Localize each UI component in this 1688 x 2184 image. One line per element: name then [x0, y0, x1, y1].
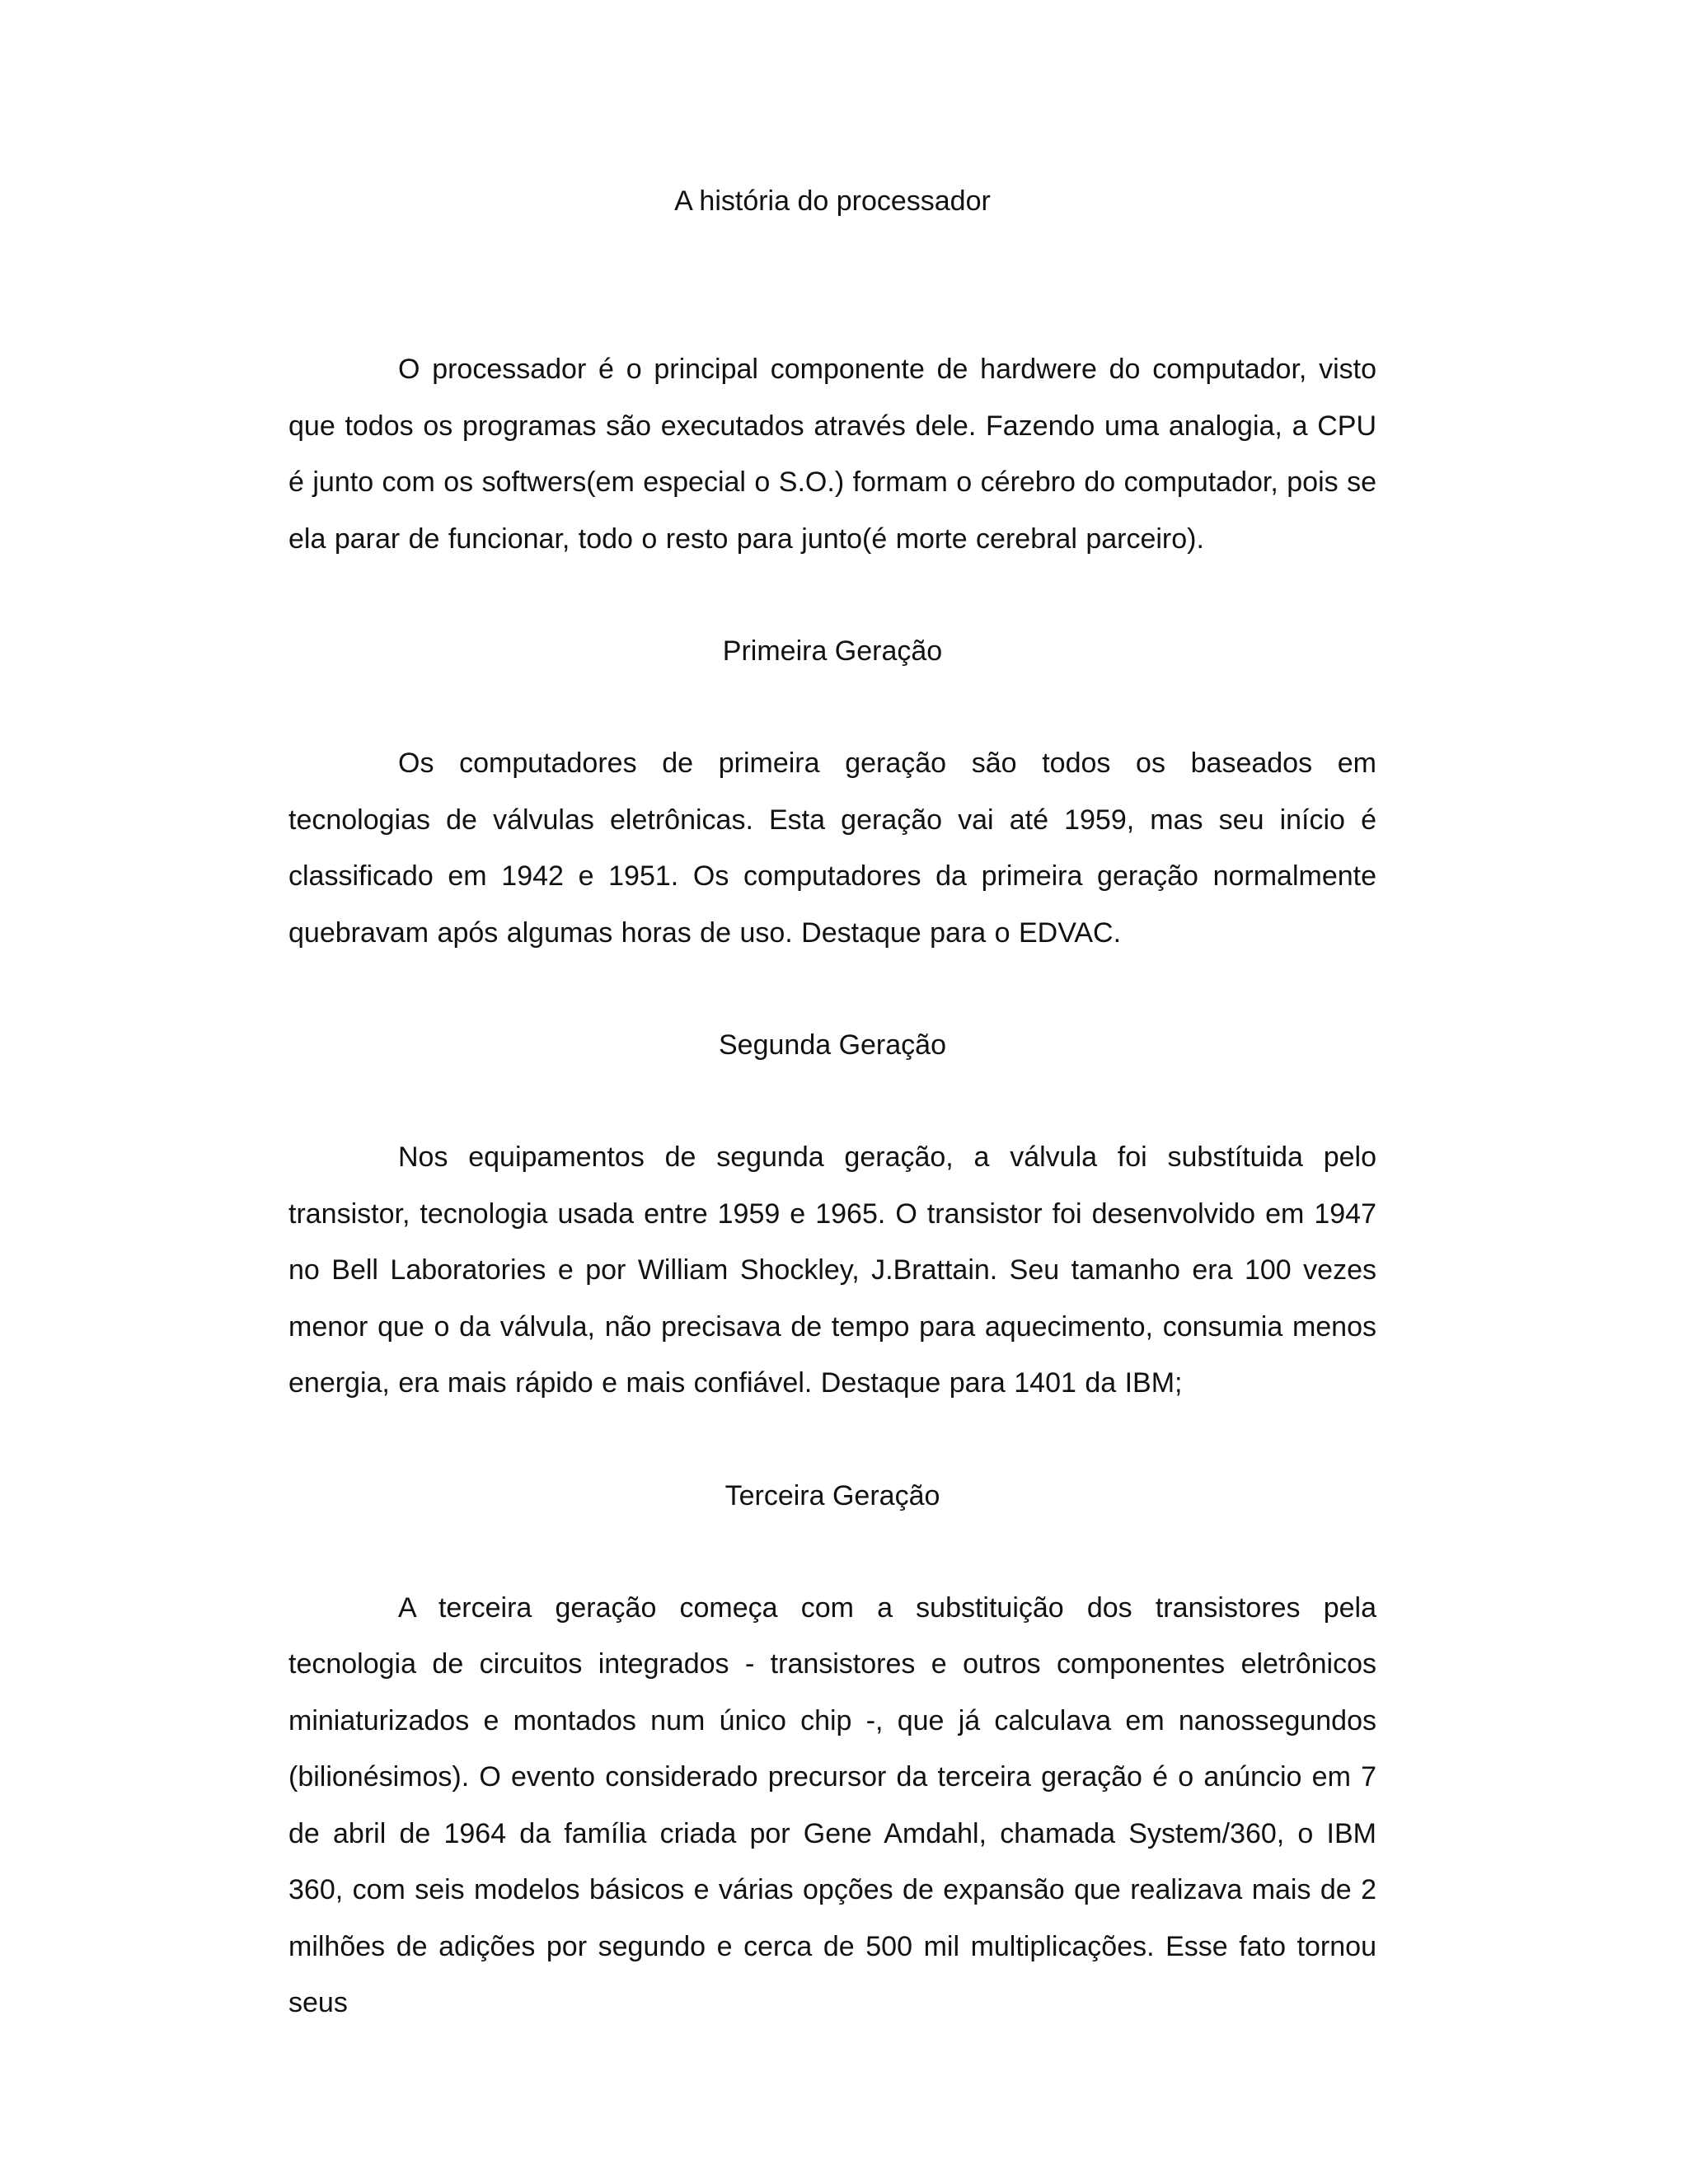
- section-paragraph-primeira-geracao: Os computadores de primeira geração são todos os baseados em tecnologias de válvulas eletrônicas. Esta geração vai até 1959, mas seu início é classificado em 1942 e 1951. Os computadores da primeira geração normalmente quebravam após algumas horas de uso. Destaque para o EDVAC.: [288, 748, 1376, 949]
- section-heading-segunda-geracao: Segunda Geração: [719, 1029, 946, 1061]
- section-paragraph-terceira-geracao: A terceira geração começa com a substituição dos transistores pela tecnologia de circuitos integrados - transistores e outros componentes eletrônicos miniaturizados e montados num único chip -, que já calculava em nanossegundos (bilionésimos). O evento considerado precursor da terceira geração é o anúncio em 7 de abril de 1964 da família criada por Gene Amdahl, chamada System/360, o IBM 360, com seis modelos básicos e várias opções de expansão que realizava mais de 2 milhões de adições por segundo e cerca de 500 mil multiplicações. Esse fato tornou seus: [288, 1591, 1376, 2018]
- section-heading-primeira-geracao: Primeira Geração: [722, 635, 943, 667]
- document-page: [288, 173, 1376, 2032]
- intro-paragraph: O processador é o principal componente de hardwere do computador, visto que todos os programas são executados através dele. Fazendo uma analogia, a CPU é junto com os softwers(em especial o S.O.) formam o cérebro do computador, pois se ela parar de funcionar, todo o resto para junto(é morte cerebral parceiro).: [288, 354, 1376, 555]
- section-heading-terceira-geracao: Terceira Geração: [724, 1479, 940, 1511]
- section-paragraph-segunda-geracao: Nos equipamentos de segunda geração, a válvula foi substítuida pelo transistor, tecnologia usada entre 1959 e 1965. O transistor foi desenvolvido em 1947 no Bell Laboratories e por William Shockley, J.Brattain. Seu tamanho era 100 vezes menor que o da válvula, não precisava de tempo para aquecimento, consumia menos energia, era mais rápido e mais confiável. Destaque para 1401 da IBM;: [288, 1141, 1376, 1399]
- page-title: A história do processador: [674, 185, 991, 217]
